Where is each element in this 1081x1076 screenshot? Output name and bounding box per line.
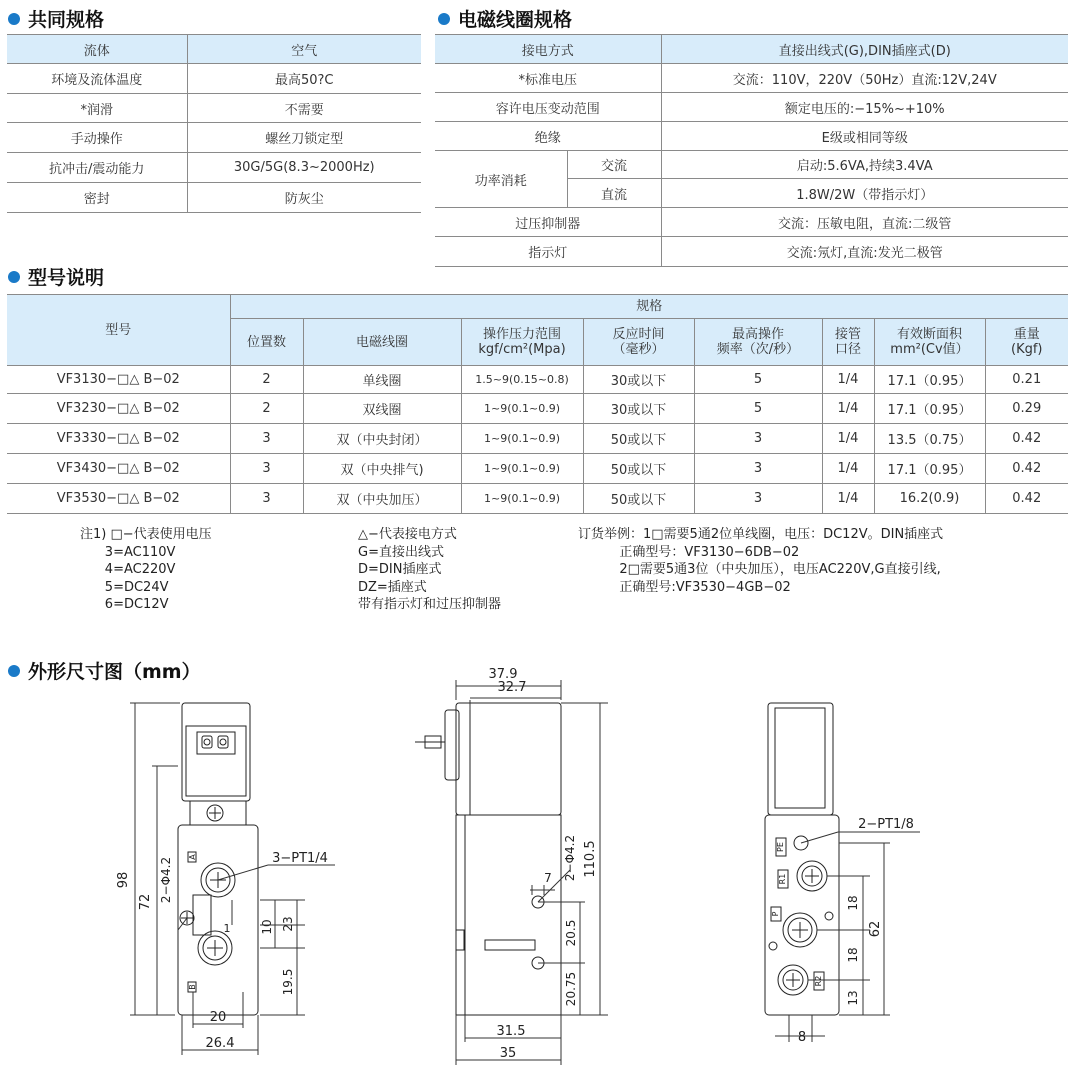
table-cell: 30或以下: [583, 366, 694, 394]
note-line: 5=DC24V: [80, 579, 169, 595]
table-row: [7, 454, 1068, 484]
table-row: [7, 424, 1068, 454]
common-spec-table: [7, 34, 421, 213]
svg-text:PE: PE: [776, 842, 785, 852]
table-cell: 3: [230, 424, 303, 454]
rear-view-dimensions: [775, 832, 920, 1042]
table-cell: 0.29: [985, 394, 1068, 424]
table-row: 过压抑制器 交流：压敏电阻，直流:二级管: [435, 208, 1068, 237]
table-header-row: 型号 规格: [7, 295, 1068, 319]
svg-text:72: 72: [138, 893, 153, 911]
table-cell: 17.1（0.95）: [874, 366, 985, 394]
note-line: D=DIN插座式: [358, 562, 442, 577]
column-header: 有效断面积 mm²(Cv值）: [874, 319, 985, 366]
column-header: 最高操作 频率（次/秒）: [694, 319, 822, 366]
side-view-drawing: [415, 703, 561, 1015]
bullet-icon: [8, 665, 20, 677]
table-cell: 3: [694, 454, 822, 484]
table-cell: 1~9(0.1~0.9): [461, 484, 583, 514]
coil-spec-heading: 电磁线圈规格: [438, 5, 572, 32]
table-cell: 5: [694, 394, 822, 424]
table-row: [7, 484, 1068, 514]
voltage-notes: [80, 526, 212, 614]
table-cell: 0.42: [985, 424, 1068, 454]
table-row: 接电方式 直接出线式(G),DIN插座式(D): [435, 35, 1068, 64]
table-row: *标准电压 交流：110V，220V（50Hz）直流:12V,24V: [435, 64, 1068, 93]
note-line: △−代表接电方式: [358, 527, 457, 542]
table-cell: 1~9(0.1~0.9): [461, 394, 583, 424]
svg-text:18: 18: [846, 895, 860, 911]
table-cell: 1.5~9(0.15~0.8): [461, 366, 583, 394]
svg-text:20.5: 20.5: [564, 919, 578, 947]
table-cell: 单线圈: [303, 366, 461, 394]
column-header: 重量 (Kgf): [985, 319, 1068, 366]
table-row: 流体 空气: [7, 35, 421, 64]
table-cell: 双线圈: [303, 394, 461, 424]
svg-text:20.75: 20.75: [564, 971, 578, 1007]
svg-text:18: 18: [846, 947, 860, 963]
table-cell: 1/4: [822, 394, 874, 424]
svg-text:32.7: 32.7: [497, 680, 527, 695]
note-line: 3=AC110V: [80, 544, 176, 560]
svg-text:R2: R2: [814, 975, 823, 987]
svg-text:R1: R1: [778, 873, 787, 885]
note-line: 6=DC12V: [80, 597, 169, 612]
svg-text:110.5: 110.5: [583, 840, 598, 878]
table-cell: 2: [230, 394, 303, 424]
table-cell: 3: [694, 484, 822, 514]
svg-text:2−PT1/8: 2−PT1/8: [858, 817, 914, 832]
table-cell: 双（中央排气): [303, 454, 461, 484]
svg-text:1: 1: [223, 922, 231, 935]
table-row: [7, 366, 1068, 394]
svg-text:3−PT1/4: 3−PT1/4: [272, 851, 328, 866]
note-line: DZ=插座式: [358, 579, 427, 595]
svg-text:35: 35: [499, 1046, 517, 1061]
bullet-icon: [438, 13, 450, 25]
note-line: 正确型号：VF3130−6DB−02: [578, 544, 800, 560]
table-row: 直流 1.8W/2W（带指示灯）: [435, 179, 1068, 208]
svg-text:P: P: [771, 911, 780, 917]
table-cell: 17.1（0.95）: [874, 454, 985, 484]
svg-text:31.5: 31.5: [496, 1024, 526, 1039]
note-line: 2□需要5通3位（中央加压），电压AC220V,G直接引线,: [578, 562, 941, 577]
note-line: 4=AC220V: [80, 562, 176, 577]
svg-text:A: A: [188, 854, 197, 860]
table-cell: 50或以下: [583, 484, 694, 514]
bullet-icon: [8, 271, 20, 283]
svg-text:8: 8: [797, 1030, 807, 1045]
svg-text:26.4: 26.4: [205, 1036, 235, 1051]
svg-text:20: 20: [209, 1010, 227, 1025]
table-cell: 1/4: [822, 366, 874, 394]
table-row: 容许电压变动范围 额定电压的:−15%~+10%: [435, 93, 1068, 122]
table-cell: 16.2(0.9): [874, 484, 985, 514]
table-cell: 1/4: [822, 454, 874, 484]
coil-spec-table: [435, 34, 1068, 267]
table-row: 密封 防灰尘: [7, 183, 421, 213]
table-cell: 5: [694, 366, 822, 394]
note-line: 正确型号:VF3530−4GB−02: [578, 579, 791, 595]
table-row: 指示灯 交流:氖灯,直流:发光二极管: [435, 237, 1068, 267]
column-header: 反应时间 （毫秒）: [583, 319, 694, 366]
table-cell: 1~9(0.1~0.9): [461, 454, 583, 484]
table-cell: 0.21: [985, 366, 1068, 394]
common-spec-heading: 共同规格: [8, 5, 104, 32]
table-cell: 双（中央封闭）: [303, 424, 461, 454]
svg-text:7: 7: [544, 871, 552, 885]
svg-text:2−Φ4.2: 2−Φ4.2: [563, 834, 577, 882]
table-cell: 17.1（0.95）: [874, 394, 985, 424]
note-line: 注1) □−代表使用电压: [80, 527, 212, 542]
table-cell: 1~9(0.1~0.9): [461, 424, 583, 454]
column-header: 操作压力范围 kgf/cm²(Mpa): [461, 319, 583, 366]
order-example-notes: [578, 526, 943, 596]
note-line: G=直接出线式: [358, 544, 444, 560]
model-cell: VF3230−□△ B−02: [7, 394, 230, 424]
table-cell: 3: [230, 454, 303, 484]
table-cell: 3: [230, 484, 303, 514]
svg-text:19.5: 19.5: [281, 968, 295, 996]
dimension-heading: 外形尺寸图（mm）: [8, 657, 201, 684]
connection-notes: [358, 526, 501, 614]
note-line: 带有指示灯和过压抑制器: [358, 597, 502, 612]
table-row: 绝缘 E级或相同等级: [435, 122, 1068, 151]
table-row: 手动操作 螺丝刀锁定型: [7, 123, 421, 153]
table-row: *润滑 不需要: [7, 94, 421, 123]
table-row: [7, 394, 1068, 424]
table-cell: 1/4: [822, 484, 874, 514]
svg-text:13: 13: [846, 990, 860, 1006]
model-cell: VF3430−□△ B−02: [7, 454, 230, 484]
model-cell: VF3530−□△ B−02: [7, 484, 230, 514]
model-table: [7, 294, 1068, 514]
svg-text:37.9: 37.9: [488, 667, 518, 682]
bullet-icon: [8, 13, 20, 25]
column-header: 接管 口径: [822, 319, 874, 366]
table-cell: 3: [694, 424, 822, 454]
column-header: 位置数: [230, 319, 303, 366]
table-cell: 13.5（0.75）: [874, 424, 985, 454]
svg-text:98: 98: [116, 871, 131, 889]
table-cell: 50或以下: [583, 424, 694, 454]
table-row: 环境及流体温度 最高50?C: [7, 64, 421, 94]
model-cell: VF3330−□△ B−02: [7, 424, 230, 454]
table-cell: 0.42: [985, 484, 1068, 514]
svg-text:2−Φ4.2: 2−Φ4.2: [159, 856, 173, 904]
svg-text:B: B: [188, 984, 197, 990]
table-cell: 0.42: [985, 454, 1068, 484]
svg-text:23: 23: [281, 916, 295, 932]
table-cell: 30或以下: [583, 394, 694, 424]
table-row: 抗冲击/震动能力 30G/5G(8.3~2000Hz): [7, 153, 421, 183]
note-line: 订货举例：1□需要5通2位单线圈，电压：DC12V。DIN插座式: [578, 527, 944, 542]
table-row: 功率消耗 交流 启动:5.6VA,持续3.4VA: [435, 151, 1068, 179]
svg-text:62: 62: [868, 920, 883, 938]
table-cell: 2: [230, 366, 303, 394]
table-cell: 双（中央加压）: [303, 484, 461, 514]
column-header: 电磁线圈: [303, 319, 461, 366]
model-cell: VF3130−□△ B−02: [7, 366, 230, 394]
rear-view-drawing: [765, 703, 839, 1015]
model-heading: 型号说明: [8, 263, 104, 290]
svg-text:10: 10: [260, 919, 274, 935]
table-cell: 1/4: [822, 424, 874, 454]
table-cell: 50或以下: [583, 454, 694, 484]
